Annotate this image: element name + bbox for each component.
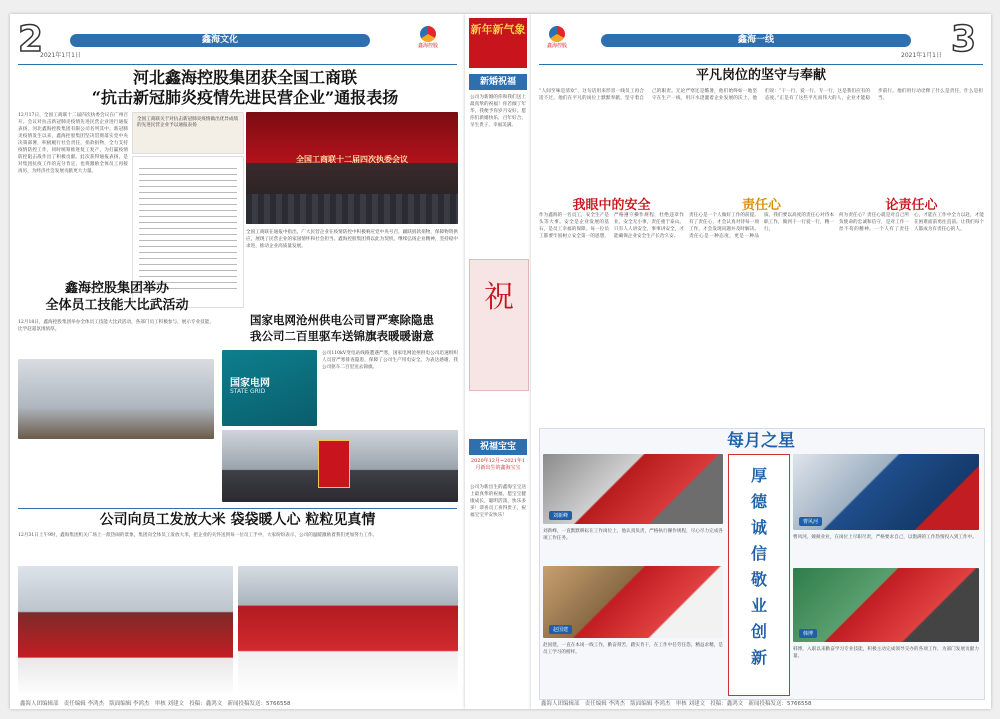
top-title: 平凡岗位的坚守与奉献 (695, 68, 826, 83)
footer-right-2: 版面编辑 李鸿杰 (630, 701, 671, 707)
new-year-block: 新年新气象 (469, 18, 527, 68)
star-name-1: 刘新峰 (549, 511, 572, 520)
footer-right (541, 699, 812, 707)
virtue-6: 业 (750, 596, 767, 615)
virtues-list (729, 463, 789, 671)
conference-screen-text: 全国工商联十二届四次执委会议 (296, 155, 408, 164)
audience-rows (246, 194, 458, 224)
virtue-3: 诚 (750, 518, 767, 537)
date-right: 2021年1月1日 (901, 52, 942, 59)
right-header (531, 20, 991, 62)
virtue-5: 敬 (750, 570, 767, 589)
star-3-body: 赵国建，一直在本岗一线工作，勤奋刻苦，踏实肯干，在工作中任劳任怨，精益求精，是员工学习的榜样。 (543, 643, 723, 655)
headline-2: “抗击新冠肺炎疫情先进民营企业”通报表扬 (91, 88, 399, 107)
virtue-1: 厚 (750, 466, 767, 485)
blessing-text: 公司为新婚的你和我们送上最真挚的祝福！你若倾了年华，我便予你岁月安好。愿你们新婚快乐，百年好合，早生贵子，幸福美满。 (470, 95, 526, 128)
list-lines (139, 163, 237, 293)
rice-distribution-photo-2 (238, 566, 458, 696)
article-3-title-2: 我公司二百里驱车送锦旗表暖暖谢意 (250, 329, 434, 343)
footer-left (20, 699, 291, 707)
footer-left-3: 审核 刘建文 (154, 701, 185, 707)
footer-left-0: 鑫海人团编辑部 (20, 701, 59, 707)
section-banner-right (601, 34, 911, 47)
article-2-title-2: 全体员工技能大比武活动 (45, 298, 189, 313)
baby-text: 公司为新出生的鑫海宝宝送上最真挚的祝福，愿宝宝健康成长，聪明活泼，快乐多多！恭喜员工喜得贵子，祝福宝宝平安快乐！ (470, 485, 526, 518)
star-name-3: 赵国建 (549, 625, 572, 634)
state-grid-photo (222, 350, 317, 426)
logo-text-right: 鑫海控股 (546, 43, 567, 49)
star-photo-3 (543, 566, 723, 638)
article-1-body-cont: 全国工商联在通报中指出，广大民营企业在疫情防控中积极响应党中央号召，踊跃捐款捐物，保障物资供应，展现了民营企业的家国情怀和社会担当。鑫海控股集团将以此为契机，继续弘扬企业精神，坚持稳中求进，推动企业高质量发展。 (246, 230, 458, 249)
page-number-right: 3 (951, 19, 977, 60)
conference-photo (246, 112, 458, 224)
virtues-box (728, 454, 790, 696)
subsection-safety: 我眼中的安全 (572, 198, 651, 213)
blessing-title: 新婚祝福 (469, 74, 527, 90)
logo-text-left: 鑫海控股 (417, 43, 438, 49)
footer-right-4: 投稿：鑫鸿文 (710, 701, 744, 707)
stars-title: 每月之星 (727, 431, 795, 451)
footer-left-1: 责任编辑 李鸿杰 (63, 701, 105, 707)
blessing-box (469, 259, 529, 391)
footer-left-2: 版面编辑 李鸿杰 (109, 701, 150, 707)
star-name-4: 韩博 (799, 629, 817, 638)
state-grid-cn: 国家电网 (230, 378, 270, 389)
rice-distribution-photo-1 (18, 566, 233, 696)
skills-contest-photo (18, 359, 214, 439)
footer-right-1: 责任编辑 李鸿杰 (584, 701, 626, 707)
footer-right-5: 新闻投稿发送：5766558 (748, 701, 812, 707)
logo-right (539, 26, 575, 54)
star-photo-1 (543, 454, 723, 524)
blessing-char: 祝 (484, 280, 514, 315)
state-grid-en: STATE GRID (230, 388, 266, 395)
article-4-body: 12月31日上午9时，鑫海集团机关广场上一派热闹的景象，集团向全体员工发放大米，把企业的关怀送到每一位员工手中，大家纷纷表示，公司的温暖激励着我们更加努力工作。 (18, 533, 378, 538)
article-1-body: 12月17日，全国工商联十二届四次执委会议在广州召开。会议对抗击新冠肺炎疫情先进民营企业进行通报表扬，河北鑫海控股集团有限公司名列其中。新冠肺炎疫情发生以来，鑫海控股集团坚决贯彻落实党中央决策部署，积极履行社会责任，捐款捐物，全力支持疫情防控工作，同时统筹推进复工复产，为打赢疫情防控阻击战作出了积极贡献。此次获得通报表扬，是对集团抗疫工作的充分肯定，也将激励全体员工再接再厉，为经济社会发展贡献更大力量。 (18, 113, 128, 174)
photo-caption-1: 全国工商联关于对抗击新冠肺炎疫情做出优异成绩的先进民营企业予以通报表扬 (137, 117, 239, 128)
star-2-body: 曹风河，兢兢业业，在岗位上尽职尽责，严格要求自己，以饱满的工作热情投入到工作中。 (793, 535, 977, 540)
star-1-body: 刘新峰，一直默默耕耘在工作岗位上，他认真负责，严格执行操作规程，尽心尽力完成各项工作任务。 (543, 529, 723, 541)
header-rule-left (18, 64, 457, 65)
virtue-7: 创 (750, 622, 767, 641)
header-rule-right (539, 64, 983, 65)
right-page (531, 14, 991, 709)
baby-title: 祝福宝宝 (469, 439, 527, 455)
star-name-2: 曹风河 (799, 517, 822, 526)
logo-mark-icon-right (549, 26, 565, 42)
star-photo-4 (793, 568, 979, 642)
logo-left (410, 26, 446, 54)
subsection-responsibility: 责任心 (741, 198, 781, 213)
date-left: 2021年1月1日 (40, 52, 81, 59)
article-2-title-1: 鑫海控股集团举办 (64, 281, 169, 296)
headline-1: 河北鑫海控股集团获全国工商联 (132, 68, 357, 87)
subsection-on-responsibility: 论责任心 (885, 198, 938, 213)
honor-banner (318, 440, 350, 488)
safety-body: 作为鑫海的一名员工，安全生产是头等大事。安全是企业发展的基石，是员工幸福的保障。每一位员工都要牢固树立安全第一的思想，严格遵守操作规程，杜绝违章作业。安全无小事，责任重于泰山。只有人人讲安全，事事讲安全，才能确保企业安全生产长治久安。 (539, 213, 684, 239)
baby-date: 2020年12月~2021年1月新出生的鑫海宝宝 (470, 458, 526, 471)
section-label-right: 鑫海一线 (737, 35, 774, 45)
left-page (10, 14, 465, 709)
article-2-body: 12月18日，鑫海控股集团举办全体员工技能大比武活动，各部门员工积极参与，展示专业技能，比学赶超氛围浓厚。 (18, 320, 214, 332)
banner-ceremony-photo (222, 430, 458, 502)
page-number-left: 2 (18, 19, 44, 60)
star-photo-2 (793, 454, 979, 530)
left-header (10, 20, 465, 62)
document-photo (132, 112, 244, 154)
footer-right-3: 审核 刘建文 (675, 701, 706, 707)
article-4-title: 公司向员工发放大米 袋袋暖人心 粒粒见真情 (99, 512, 376, 528)
article-3-body: 公司110kV变电站线路遭遇严寒，国家电网沧州供电公司迅速组织人员冒严寒排查隐患，保障了公司生产用电安全。为表达感谢，我公司驱车二百里送去锦旗。 (322, 351, 458, 370)
virtue-8: 新 (750, 648, 767, 667)
footer-right-0: 鑫海人团编辑部 (541, 701, 580, 707)
article-3-title-1: 国家电网沧州供电公司冒严寒除隐患 (250, 313, 434, 327)
virtue-4: 信 (750, 544, 767, 563)
virtue-2: 德 (750, 492, 767, 511)
middle-strip (465, 14, 531, 709)
footer-left-4: 投稿：鑫鸿文 (189, 701, 223, 707)
section-banner-left (70, 34, 370, 47)
responsibility-body: 责任心是一个人做好工作的前提。有了责任心，才会认真对待每一项工作，才会发现问题并及时解决。责任心是一种态度，更是一种品质。我们要以高度的责任心对待本职工作，做到干一行爱一行，精一行。 (689, 213, 834, 239)
mid-rule-left (18, 508, 457, 509)
top-article-body: “人间至味是清欢”，这句话用来形容一线员工再合适不过。他们在平凡的岗位上默默奉献，坚守着自己的职责。无论严寒还是酷暑，他们始终如一地坚守在生产一线，用汗水浇灌着企业发展的沃土。他们说：“干一行，爱一行，专一行，这是我们应有的态度。”正是有了这些平凡而伟大的人，企业才能稳步前行。他们用行动诠释了什么是责任，什么是担当。 (539, 89, 983, 101)
star-4-body: 韩博，入职以来勤奋学习专业技能，积极主动完成领导交办的各项工作，为部门发展贡献力量。 (793, 647, 979, 659)
section-label-left: 鑫海文化 (201, 35, 238, 45)
on-responsibility-body: 何为责任心？责任心就是对自己所负使命的忠诚和信守，是对工作一丝不苟的精神。一个人有了责任心，才能在工作中全力以赴，才能在困难面前勇往直前。让我们每个人都成为有责任心的人。 (839, 213, 984, 232)
footer-left-5: 新闻投稿发送：5766558 (227, 701, 291, 707)
logo-mark-icon (420, 26, 436, 42)
